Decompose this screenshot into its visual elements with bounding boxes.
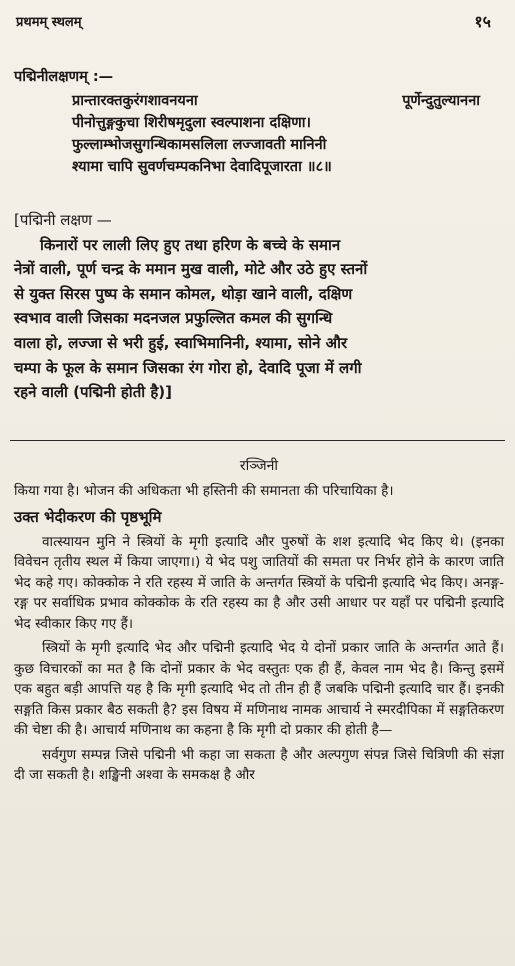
verse-line-1-right: पूर्णेन्दुतुल्यानना: [402, 93, 480, 109]
commentary-paragraph: वात्स्यायन मुनि ने स्त्रियों के मृगी इत्यादि और पुरुषों के शश इत्यादि भेद किए थे। (इनका विवेचन तृतीय स्थल में किया जाएगा।) ये भेद पशु जातियों की समता पर निर्भर होने के कारण जाति भेद कहे गए। कोक्कोक ने रति रहस्य में जाति के अन्तर्गत स्त्रियों के पद्मिनी इत्यादि भेद किए। अनङ्ग-रङ्ग पर सर्वाधिक प्रभाव कोक्कोक के रति रहस्य का है और उसी आधार पर यहाँ पर पद्मिनी इत्यादि भेद स्वीकार किए गए हैं।: [14, 533, 504, 632]
sanskrit-verse: [14, 66, 500, 178]
commentary-subheading: उक्त भेदीकरण की पृष्ठभूमि: [14, 508, 162, 526]
commentary-section: [14, 456, 504, 786]
verse-line-2: पीनोत्तुङ्गकुचा शिरीषमृदुला स्वल्पाशना दक्षिणा।: [72, 115, 312, 131]
translation-line: रहने वाली (पद्मिनी होती है)]: [14, 383, 173, 402]
translation-line: से युक्त सिरस पुष्प के समान कोमल, थोड़ा खाने वाली, दक्षिण: [14, 284, 353, 303]
commentary-paragraph: सर्वगुण सम्पन्न जिसे पद्मिनी भी कहा जा सकता है और अल्पगुण संपन्न जिसे चित्रिणी की संज्ञा दी जा सकती है। शङ्खिनी अश्वा के समकक्ष है और: [14, 746, 504, 783]
verse-line-1-left: प्रान्तारक्तकुरंगशावनयना: [72, 93, 198, 109]
running-title: प्रथमम् स्थलम्: [16, 15, 82, 30]
verse-line-3: फुल्लाम्भोजसुगन्धिकामसलिला लज्जावती मानिनी: [72, 137, 327, 153]
translation-line: नेत्रों वाली, पूर्ण चन्द्र के ममान मुख वाली, मोटे और उठे हुए स्तनों: [14, 260, 368, 279]
translation-line: वाला हो, लज्जा से भरी हुई, स्वाभिमानिनी, श्यामा, सोने और: [14, 333, 348, 352]
translation-heading: [पद्मिनी लक्षण —: [14, 211, 112, 229]
page-number: १५: [474, 12, 491, 31]
commentary-title: रञ्जिनी: [239, 458, 279, 474]
translation-line: चम्पा के फूल के समान जिसका रंग गोरा हो, देवादि पूजा में लगी: [14, 358, 362, 377]
hindi-translation: [14, 208, 504, 405]
commentary-paragraph: स्त्रियों के मृगी इत्यादि भेद और पद्मिनी इत्यादि भेद ये दोनों प्रकार जाति के अन्तर्गत आते हैं। कुछ विचारकों का मत है कि दोनों प्रकार के भेद वस्तुतः एक ही हैं, केवल नाम भेद है। किन्तु इसमें एक बहुत बड़ी आपत्ति यह है कि मृगी इत्यादि भेद तो तीन ही हैं जबकि पद्मिनी इत्यादि चार हैं। इनकी सङ्गति किस प्रकार बैठ सकती है? इस विषय में मणिनाथ नामक आचार्य ने स्मरदीपिका में सङ्गतिकरण की चेष्टा की है। आचार्य मणिनाथ का कहना है कि मृगी दो प्रकार की होती है—: [14, 640, 504, 738]
verse-line-1: [14, 90, 500, 112]
translation-line: किनारों पर लाली लिए हुए तथा हरिण के बच्चे के समान: [40, 235, 341, 254]
page-header: [14, 8, 501, 36]
section-divider: [10, 440, 505, 441]
verse-line-4: श्यामा चापि सुवर्णचम्पकनिभा देवादिपूजारता ॥८॥: [72, 159, 332, 175]
verse-heading: पद्मिनीलक्षणम् :—: [14, 69, 114, 85]
translation-line: स्वभाव वाली जिसका मदनजल प्रफुल्लित कमल की सुगन्धि: [14, 309, 333, 328]
commentary-intro: किया गया है। भोजन की अधिकता भी हस्तिनी की समानता की परिचायिका है।: [14, 482, 394, 499]
